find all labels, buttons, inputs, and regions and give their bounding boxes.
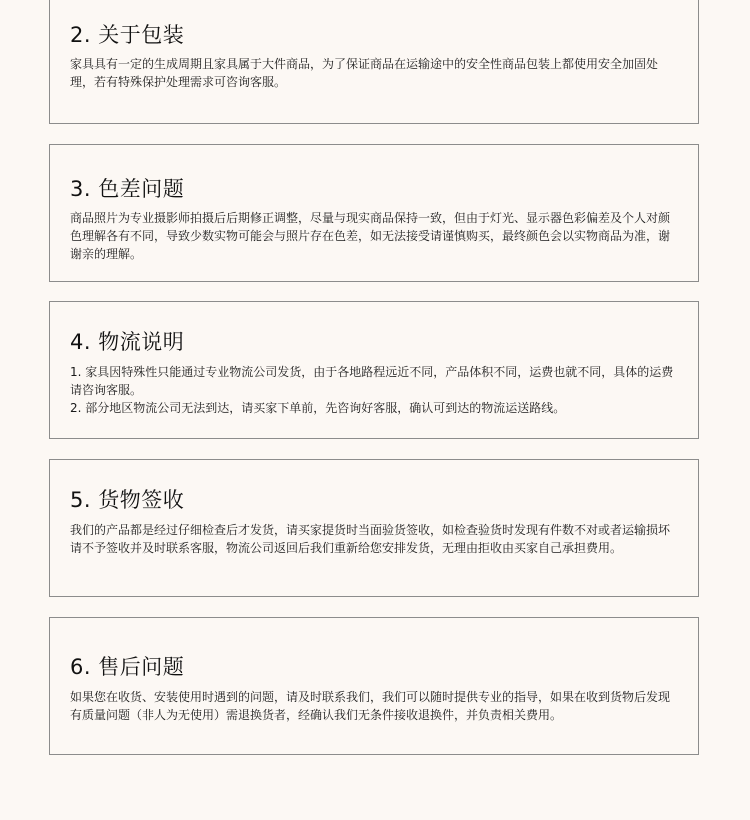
section-paragraph: 2. 部分地区物流公司无法到达，请买家下单前，先咨询好客服，确认可到达的物流运送路线。 (70, 401, 566, 415)
section-paragraph: 商品照片为专业摄影师拍摄后后期修正调整，尽量与现实商品保持一致，但由于灯光、显示器色彩偏差及个人对颜色理解各有不同，导致少数实物可能会与照片存在色差，如无法接受请谨慎购买，最终颜色会以实物商品为准，谢谢亲的理解。 (70, 211, 671, 261)
section-body (70, 521, 680, 557)
section-after-sales (49, 617, 699, 755)
section-paragraph: 家具具有一定的生成周期且家具属于大件商品，为了保证商品在运输途中的安全性商品包装上都使用安全加固处理，若有特殊保护处理需求可咨询客服。 (70, 57, 659, 89)
section-title: 2. 关于包装 (70, 23, 185, 47)
section-body (70, 688, 680, 724)
section-logistics (49, 301, 699, 439)
section-body (70, 209, 680, 263)
section-body (70, 55, 680, 91)
section-body (70, 363, 680, 417)
section-title: 5. 货物签收 (70, 488, 185, 512)
section-title: 3. 色差问题 (70, 177, 185, 201)
section-paragraph: 如果您在收货、安装使用时遇到的问题，请及时联系我们，我们可以随时提供专业的指导，如果在收到货物后发现有质量问题（非人为无使用）需退换货者，经确认我们无条件接收退换件，并负责相关费用。 (70, 690, 671, 722)
section-title: 6. 售后问题 (70, 655, 185, 679)
section-color-difference (49, 144, 699, 282)
section-paragraph: 1. 家具因特殊性只能通过专业物流公司发货，由于各地路程远近不同，产品体积不同，运费也就不同，具体的运费请咨询客服。 (70, 365, 674, 397)
section-packaging (49, 0, 699, 124)
section-goods-receipt (49, 459, 699, 597)
section-paragraph: 我们的产品都是经过仔细检查后才发货，请买家提货时当面验货签收，如检查验货时发现有件数不对或者运输损坏请不予签收并及时联系客服，物流公司返回后我们重新给您安排发货，无理由拒收由买家自己承担费用。 (70, 523, 671, 555)
section-title: 4. 物流说明 (70, 330, 185, 354)
